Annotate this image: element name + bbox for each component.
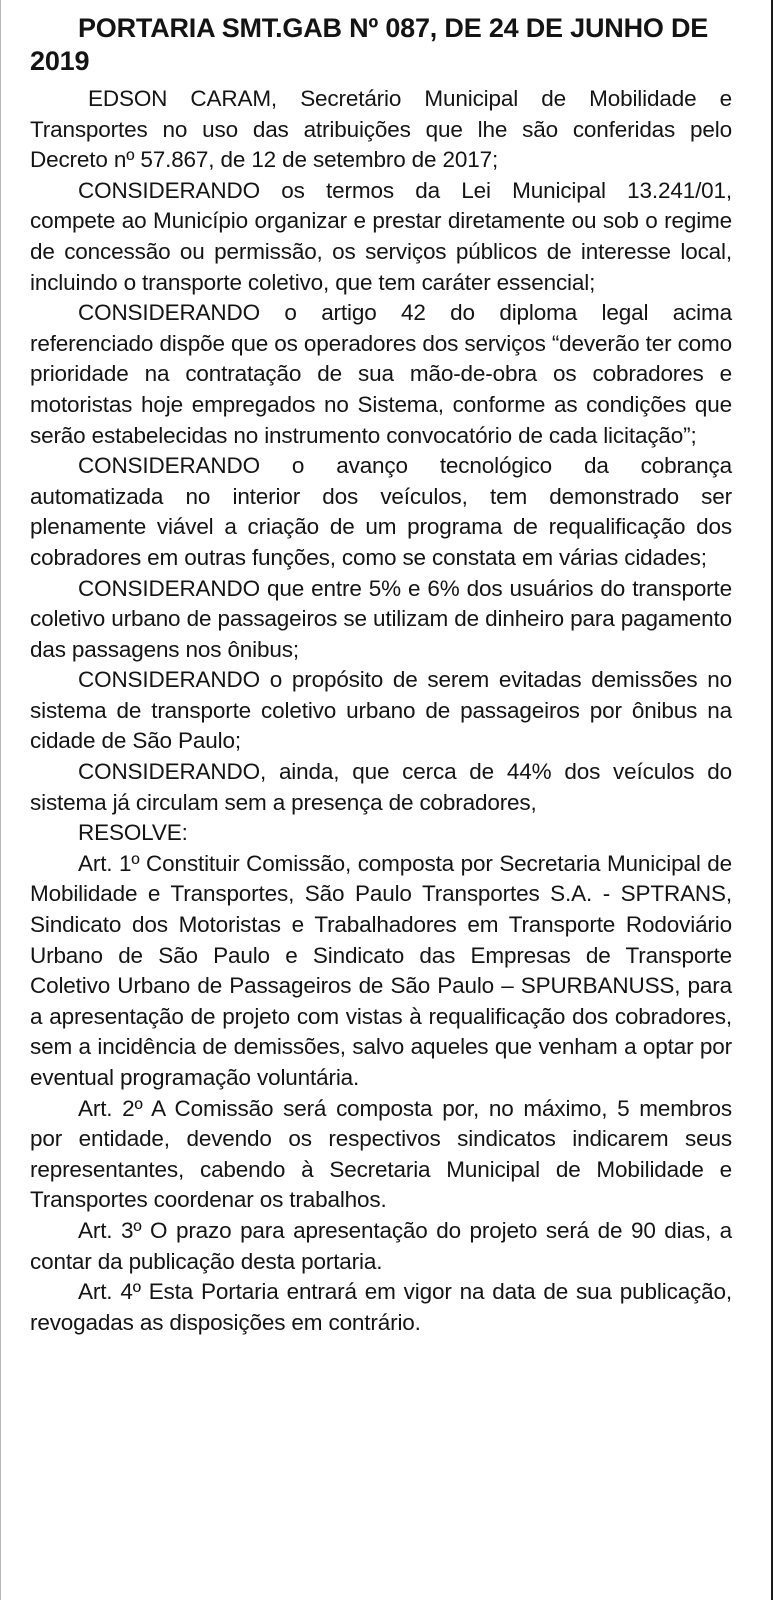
document-body [30,12,732,1338]
considerando-paragraph: CONSIDERANDO o avanço tecnológico da cobrança automatizada no interior dos veículos, tem demonstrado ser plenamente viável a criação de um programa de requalificação dos cobradores em outras funções, como se constata em várias cidades; [30,453,732,570]
preamble-paragraph: EDSON CARAM, Secretário Municipal de Mobilidade e Transportes no uso das atribuições que lhe são conferidas pelo Decreto nº 57.867, de 12 de setembro de 2017; [30,86,732,173]
considerando-paragraph: CONSIDERANDO o propósito de serem evitadas demissões no sistema de transporte coletivo urbano de passageiros por ônibus na cidade de São Paulo; [30,667,732,754]
considerando-paragraph: CONSIDERANDO os termos da Lei Municipal 13.241/01, compete ao Município organizar e prestar diretamente ou sob o regime de concessão ou permissão, os serviços públicos de interesse local, incluindo o transporte coletivo, que tem caráter essencial; [30,177,732,295]
article-1-paragraph: Art. 1º Constituir Comissão, composta por Secretaria Municipal de Mobilidade e Transportes, São Paulo Transportes S.A. - SPTRANS, Sindicato dos Motoristas e Trabalhadores em Transporte Rodoviário Urbano de São Paulo e Sindicato das Empresas de Transporte Coletivo Urbano de Passageiros de São Paulo – SPURBANUSS, para a apresentação de projeto com vistas à requalificação dos cobradores, sem a incidência de demissões, salvo aqueles que venham a optar por eventual programação voluntária. [30,850,732,1090]
considerando-paragraph: CONSIDERANDO o artigo 42 do diploma legal acima referenciado dispõe que os operadores dos serviços “deverão ter como prioridade na contratação de sua mão-de-obra os cobradores e motoristas hoje empregados no Sistema, conforme as condições que serão estabelecidas no instrumento convocatório de cada licitação”; [30,300,732,448]
considerando-paragraph: CONSIDERANDO que entre 5% e 6% dos usuários do transporte coletivo urbano de passageiros se utilizam de dinheiro para pagamento das passagens nos ônibus; [30,575,732,662]
resolve-heading: RESOLVE: [78,820,188,846]
considerando-paragraph: CONSIDERANDO, ainda, que cerca de 44% dos veículos do sistema já circulam sem a presença de cobradores, [30,759,732,815]
article-3-paragraph: Art. 3º O prazo para apresentação do projeto será de 90 dias, a contar da publicação desta portaria. [30,1217,732,1274]
article-2-paragraph: Art. 2º A Comissão será composta por, no máximo, 5 membros por entidade, devendo os respectivos sindicatos indicarem seus representantes, cabendo à Secretaria Municipal de Mobilidade e Transportes coordenar os trabalhos. [30,1095,732,1213]
article-4-paragraph: Art. 4º Esta Portaria entrará em vigor na data de sua publicação, revogadas as disposições em contrário. [30,1279,732,1335]
document-title: PORTARIA SMT.GAB Nº 087, DE 24 DE JUNHO DE 2019 [30,13,709,76]
